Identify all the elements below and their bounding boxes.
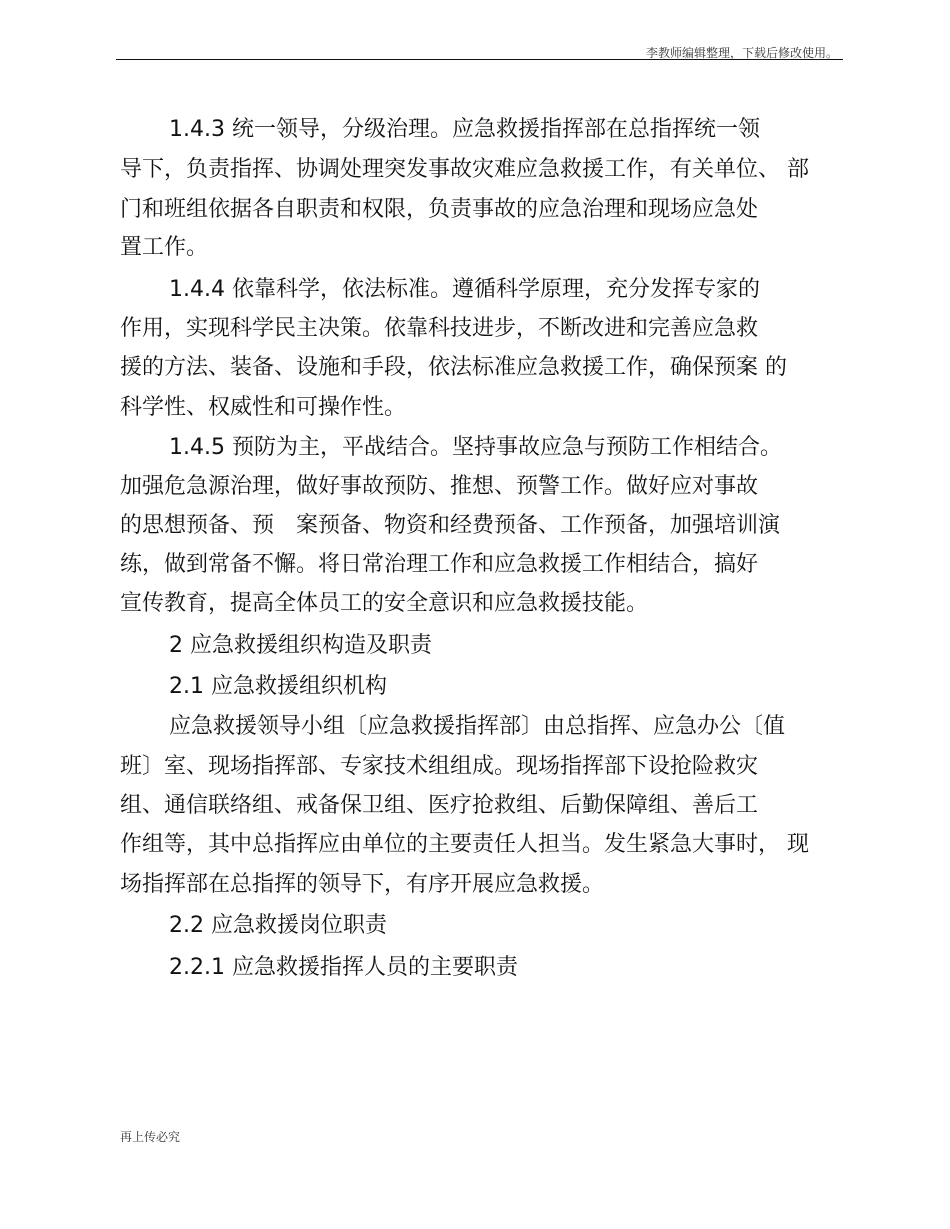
paragraph-line: 班〕室、现场指挥部、专家技术组组成。现场指挥部下设抢险救灾: [120, 754, 759, 779]
paragraph-line: 1.4.5 预防为主，平战结合。坚持事故应急与预防工作相结合。: [169, 435, 782, 460]
section-heading: 2 应急救援组织构造及职责: [169, 633, 432, 658]
paragraph-line: 应急救援领导小组〔应急救援指挥部〕由总指挥、应急办公〔值: [169, 714, 786, 739]
page-header-note: 李教师编辑整理，下载后修改使用。: [645, 46, 838, 60]
paragraph-line: 援的方法、装备、设施和手段，依法标准应急救援工作，确保预案 的: [120, 355, 787, 380]
paragraph-line: 加强危急源治理，做好事故预防、推想、预警工作。做好应对事故: [120, 474, 759, 499]
paragraph-line: 宣传教育，提高全体员工的安全意识和应急救援技能。: [120, 591, 649, 616]
paragraph-line: 科学性、权威性和可操作性。: [120, 395, 407, 420]
paragraph-line: 门和班组依据各自职责和权限，负责事故的应急治理和现场应急处: [120, 197, 759, 222]
paragraph-line: 作用，实现科学民主决策。依靠科技进步，不断改进和完善应急救: [120, 316, 759, 341]
paragraph-line: 1.4.4 依靠科学，依法标准。遵循科学原理，充分发挥专家的: [169, 277, 760, 302]
section-heading: 2.2 应急救援岗位职责: [169, 913, 387, 938]
paragraph-line: 1.4.3 统一领导，分级治理。应急救援指挥部在总指挥统一领: [169, 117, 760, 142]
header-divider: [116, 59, 843, 60]
paragraph-line: 组、通信联络组、戒备保卫组、医疗抢救组、后勤保障组、善后工: [120, 793, 759, 818]
paragraph-line: 作组等，其中总指挥应由单位的主要责任人担当。发生紧急大事时， 现: [120, 832, 809, 857]
paragraph-line: 的思想预备、预 案预备、物资和经费预备、工作预备，加强培训演: [120, 513, 781, 538]
paragraph-line: 练，做到常备不懈。将日常治理工作和应急救援工作相结合，搞好: [120, 552, 759, 577]
paragraph-line: 置工作。: [120, 235, 209, 260]
paragraph-line: 场指挥部在总指挥的领导下，有序开展应急救援。: [120, 872, 605, 897]
section-heading: 2.1 应急救援组织机构: [169, 674, 387, 699]
paragraph-line: 导下，负责指挥、协调处理突发事故灾难应急救援工作，有关单位、 部: [120, 157, 809, 182]
section-heading: 2.2.1 应急救援指挥人员的主要职责: [169, 955, 518, 980]
page-footer-note: 再上传必究: [120, 1130, 181, 1144]
